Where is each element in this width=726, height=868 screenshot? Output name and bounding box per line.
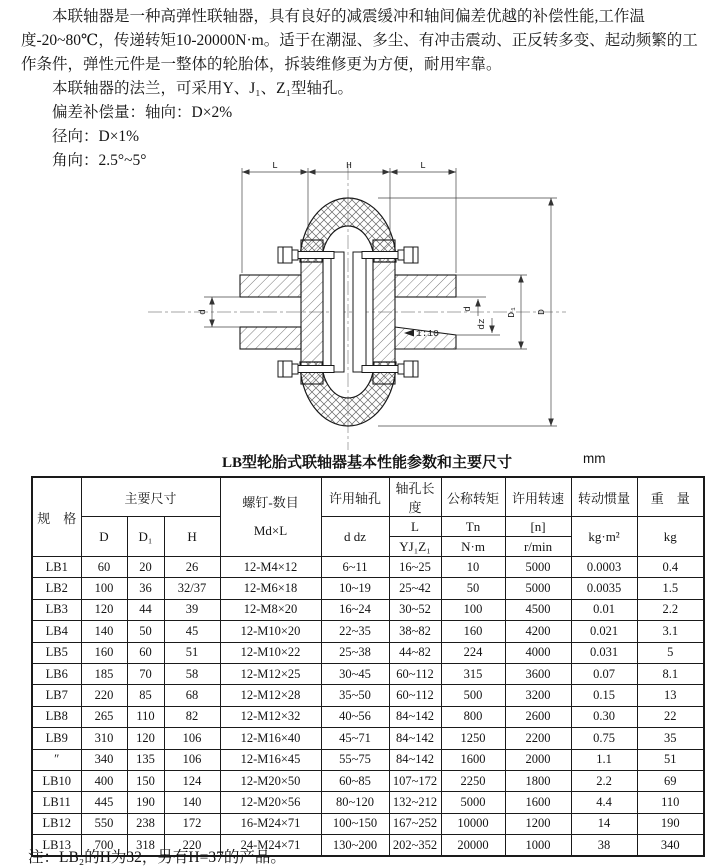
header-bore-length-l: L [389, 517, 441, 537]
table-cell: 500 [441, 685, 505, 706]
table-row [32, 685, 704, 706]
compensation-radial: 径向：D×1% [52, 128, 140, 145]
table-cell: 60~85 [321, 770, 389, 791]
table-cell: 1250 [441, 728, 505, 749]
table-cell: 3.1 [637, 621, 704, 642]
dim-label-D: D [536, 309, 547, 315]
table-cell: 340 [637, 835, 704, 857]
table-cell: 45 [164, 621, 220, 642]
table-cell: 36 [127, 578, 164, 599]
table-cell: 12-M10×20 [220, 621, 321, 642]
table-cell: 106 [164, 728, 220, 749]
table-cell: 0.30 [571, 706, 637, 727]
table-cell: 12-M4×12 [220, 557, 321, 578]
header-speed-sym: [n] [505, 517, 571, 537]
table-cell: 3200 [505, 685, 571, 706]
compensation-label: 偏差补偿量： [52, 104, 146, 121]
table-cell: 14 [571, 813, 637, 834]
table-cell: 0.021 [571, 621, 637, 642]
table-cell: 70 [127, 663, 164, 684]
table-cell: 5 [637, 642, 704, 663]
table-cell: 110 [637, 792, 704, 813]
table-row [32, 599, 704, 620]
table-cell: 60 [127, 642, 164, 663]
dim-label-L-left: L [272, 160, 278, 171]
table-cell: 12-M20×50 [220, 770, 321, 791]
table-row [32, 770, 704, 791]
table-row [32, 663, 704, 684]
table-cell: 190 [127, 792, 164, 813]
table-cell: LB9 [32, 728, 81, 749]
table-cell: 1.1 [571, 749, 637, 770]
header-col-d: D [81, 517, 127, 557]
table-cell: 0.01 [571, 599, 637, 620]
table-cell: 1800 [505, 770, 571, 791]
table-cell: 140 [164, 792, 220, 813]
header-bore-length: 轴孔长度 [389, 477, 441, 517]
table-cell: 40~56 [321, 706, 389, 727]
left-hub-upper [240, 275, 301, 297]
table-cell: 25~42 [389, 578, 441, 599]
table-cell: 185 [81, 663, 127, 684]
table-cell: 135 [127, 749, 164, 770]
table-cell: 6~11 [321, 557, 389, 578]
table-cell: 124 [164, 770, 220, 791]
table-cell: 12-M12×25 [220, 663, 321, 684]
table-cell: 8.1 [637, 663, 704, 684]
table-cell: 160 [441, 621, 505, 642]
table-cell: 10 [441, 557, 505, 578]
table-cell: 4500 [505, 599, 571, 620]
table-cell: 55~75 [321, 749, 389, 770]
table-cell: 2250 [441, 770, 505, 791]
header-weight: 重 量 [637, 477, 704, 517]
inner-hub-ring-right [353, 252, 366, 372]
table-cell: 132~212 [389, 792, 441, 813]
header-speed-unit: r/min [505, 537, 571, 557]
table-row [32, 749, 704, 770]
header-main-dims: 主要尺寸 [81, 477, 220, 517]
dim-label-H: H [346, 160, 352, 171]
table-cell: 60~112 [389, 663, 441, 684]
table-cell: 2000 [505, 749, 571, 770]
table-cell: 315 [441, 663, 505, 684]
table-cell: 107~172 [389, 770, 441, 791]
table-cell: 2600 [505, 706, 571, 727]
table-cell: LB12 [32, 813, 81, 834]
header-bore-sub: d dz [321, 517, 389, 557]
header-speed: 许用转速 [505, 477, 571, 517]
table-cell: 16~25 [389, 557, 441, 578]
table-cell: LB10 [32, 770, 81, 791]
table-cell: 1000 [505, 835, 571, 857]
header-bore-length-types: YJ₁Z₁ [389, 537, 441, 557]
table-cell: 20000 [441, 835, 505, 857]
table-cell: 16~24 [321, 599, 389, 620]
table-cell: 400 [81, 770, 127, 791]
header-weight-unit: kg [637, 517, 704, 557]
table-cell: 35~50 [321, 685, 389, 706]
dim-label-d-left: d [197, 309, 208, 315]
table-cell: 26 [164, 557, 220, 578]
table-cell: 50 [441, 578, 505, 599]
table-cell: 60 [81, 557, 127, 578]
table-cell: 69 [637, 770, 704, 791]
table-cell: 80~120 [321, 792, 389, 813]
table-cell: 4.4 [571, 792, 637, 813]
header-torque-unit: N·m [441, 537, 505, 557]
table-cell: 318 [127, 835, 164, 857]
header-bore: 许用轴孔 [321, 477, 389, 517]
header-torque: 公称转矩 [441, 477, 505, 517]
table-cell: 700 [81, 835, 127, 857]
taper-label: 1:10 [416, 328, 439, 339]
dim-label-L-right: L [420, 160, 426, 171]
header-spec: 规 格 [32, 477, 81, 557]
table-cell: 44~82 [389, 642, 441, 663]
intro-paragraph-2: 本联轴器的法兰，可采用Y、J₁、Z₁型轴孔。 [52, 80, 354, 97]
header-screws-title: 螺钉-数目 [242, 495, 299, 511]
table-cell: 100~150 [321, 813, 389, 834]
table-cell: 85 [127, 685, 164, 706]
table-cell: 12-M16×45 [220, 749, 321, 770]
table-cell: 44 [127, 599, 164, 620]
footnote: 注：LB₂的H为32，另有H=37的产品。 [28, 849, 286, 866]
table-cell: 445 [81, 792, 127, 813]
table-unit: mm [583, 451, 606, 466]
table-cell: 0.4 [637, 557, 704, 578]
table-cell: LB13 [32, 835, 81, 857]
table-cell: 5000 [505, 578, 571, 599]
table-cell: 3600 [505, 663, 571, 684]
table-cell: 238 [127, 813, 164, 834]
table-title-row [31, 451, 703, 473]
table-cell: 550 [81, 813, 127, 834]
table-row [32, 792, 704, 813]
table-cell: 50 [127, 621, 164, 642]
table-cell: 4000 [505, 642, 571, 663]
table-cell: 0.75 [571, 728, 637, 749]
table-cell: 22 [637, 706, 704, 727]
intro-paragraph-1: 本联轴器是一种高弹性联轴器，具有良好的减震缓冲和轴间偏差优越的补偿性能,工作温度-20~80℃，传递转矩10-20000N·m。适于在潮湿、多尘、有冲击震动、正反转多变、起动频繁的工作条件，弹性元件是一整体的轮胎体，拆装维修更为方便，耐用牢靠。 [21, 8, 698, 73]
table-cell: 58 [164, 663, 220, 684]
dim-label-dz: dz [476, 318, 487, 330]
table-cell: 32/37 [164, 578, 220, 599]
compensation-angular: 角向：2.5°~5° [52, 152, 147, 169]
table-cell: LB8 [32, 706, 81, 727]
table-cell: 22~35 [321, 621, 389, 642]
table-cell: 800 [441, 706, 505, 727]
table-cell: LB7 [32, 685, 81, 706]
table-cell: 2.2 [571, 770, 637, 791]
table-body [32, 557, 704, 857]
table-cell: 12-M20×56 [220, 792, 321, 813]
table-cell: 265 [81, 706, 127, 727]
right-hub-upper [395, 275, 456, 297]
table-cell: 12-M6×18 [220, 578, 321, 599]
table-cell: 30~45 [321, 663, 389, 684]
table-cell: 0.031 [571, 642, 637, 663]
table-cell: 120 [127, 728, 164, 749]
table-cell: 1600 [505, 792, 571, 813]
table-cell: 5000 [505, 557, 571, 578]
table-cell: 1.5 [637, 578, 704, 599]
header-screws-sub: Md×L [253, 522, 288, 538]
header-inertia-unit: kg·m² [571, 517, 637, 557]
table-cell: 84~142 [389, 749, 441, 770]
table-cell: 140 [81, 621, 127, 642]
table-cell: 10~19 [321, 578, 389, 599]
table-cell: 12-M16×40 [220, 728, 321, 749]
table-cell: 35 [637, 728, 704, 749]
left-flange-plate [301, 240, 323, 384]
header-col-d1: D₁ [127, 517, 164, 557]
table-cell: 12-M10×22 [220, 642, 321, 663]
table-cell: 220 [81, 685, 127, 706]
dim-label-D1: D₁ [506, 306, 517, 318]
table-cell: 51 [164, 642, 220, 663]
table-cell: 24-M24×71 [220, 835, 321, 857]
table-cell: 1200 [505, 813, 571, 834]
table-cell: 25~38 [321, 642, 389, 663]
table-row [32, 621, 704, 642]
intro-text [21, 5, 710, 173]
table-cell: 0.0035 [571, 578, 637, 599]
table-cell: 2.2 [637, 599, 704, 620]
table-cell: 84~142 [389, 706, 441, 727]
table-cell: LB5 [32, 642, 81, 663]
table-cell: 172 [164, 813, 220, 834]
table-row [32, 578, 704, 599]
table-row [32, 642, 704, 663]
table-cell: 12-M12×32 [220, 706, 321, 727]
table-cell: 38~82 [389, 621, 441, 642]
table-cell: 4200 [505, 621, 571, 642]
coupling-section-drawing [0, 160, 726, 454]
table-row [32, 557, 704, 578]
table-header [32, 477, 704, 557]
left-hub-lower [240, 327, 301, 349]
table-cell: 68 [164, 685, 220, 706]
table-cell: 340 [81, 749, 127, 770]
table-cell: 39 [164, 599, 220, 620]
table-cell: 224 [441, 642, 505, 663]
compensation-axial: 轴向：D×2% [145, 104, 233, 121]
table-cell: LB6 [32, 663, 81, 684]
table-cell: 82 [164, 706, 220, 727]
table-cell: LB11 [32, 792, 81, 813]
table-cell: 100 [81, 578, 127, 599]
table-cell: 1600 [441, 749, 505, 770]
table-row [32, 813, 704, 834]
table-cell: 5000 [441, 792, 505, 813]
table-cell: 110 [127, 706, 164, 727]
table-cell: 190 [637, 813, 704, 834]
table-cell: LB4 [32, 621, 81, 642]
table-cell: 12-M12×28 [220, 685, 321, 706]
table-cell: LB1 [32, 557, 81, 578]
table-cell: 2200 [505, 728, 571, 749]
table-cell: 167~252 [389, 813, 441, 834]
table-cell: 30~52 [389, 599, 441, 620]
table-cell: 202~352 [389, 835, 441, 857]
table-cell: 38 [571, 835, 637, 857]
table-cell: LB2 [32, 578, 81, 599]
table-cell: 160 [81, 642, 127, 663]
table-row [32, 706, 704, 727]
table-cell: 220 [164, 835, 220, 857]
header-col-h: H [164, 517, 220, 557]
header-inertia: 转动惯量 [571, 477, 637, 517]
table-cell: 0.0003 [571, 557, 637, 578]
table-row [32, 728, 704, 749]
table-cell: 45~71 [321, 728, 389, 749]
table-cell: 84~142 [389, 728, 441, 749]
parameters-table [31, 476, 705, 857]
table-cell: 16-M24×71 [220, 813, 321, 834]
table-cell: 10000 [441, 813, 505, 834]
table-cell: 120 [81, 599, 127, 620]
compensation-line [21, 101, 710, 125]
table-cell: 100 [441, 599, 505, 620]
table-cell: 0.15 [571, 685, 637, 706]
header-screws [220, 477, 321, 557]
header-torque-sym: Tn [441, 517, 505, 537]
table-cell: 13 [637, 685, 704, 706]
inner-hub-ring-left [331, 252, 344, 372]
table-cell: LB3 [32, 599, 81, 620]
table-cell: ″ [32, 749, 81, 770]
table-cell: 12-M8×20 [220, 599, 321, 620]
table-cell: 60~112 [389, 685, 441, 706]
table-cell: 20 [127, 557, 164, 578]
table-cell: 0.07 [571, 663, 637, 684]
table-cell: 130~200 [321, 835, 389, 857]
table-cell: 310 [81, 728, 127, 749]
right-flange-plate [373, 240, 395, 384]
dim-label-d-right: d [462, 306, 473, 312]
table-cell: 106 [164, 749, 220, 770]
table-title: LB型轮胎式联轴器基本性能参数和主要尺寸 [221, 455, 512, 471]
table-cell: 51 [637, 749, 704, 770]
table-cell: 150 [127, 770, 164, 791]
